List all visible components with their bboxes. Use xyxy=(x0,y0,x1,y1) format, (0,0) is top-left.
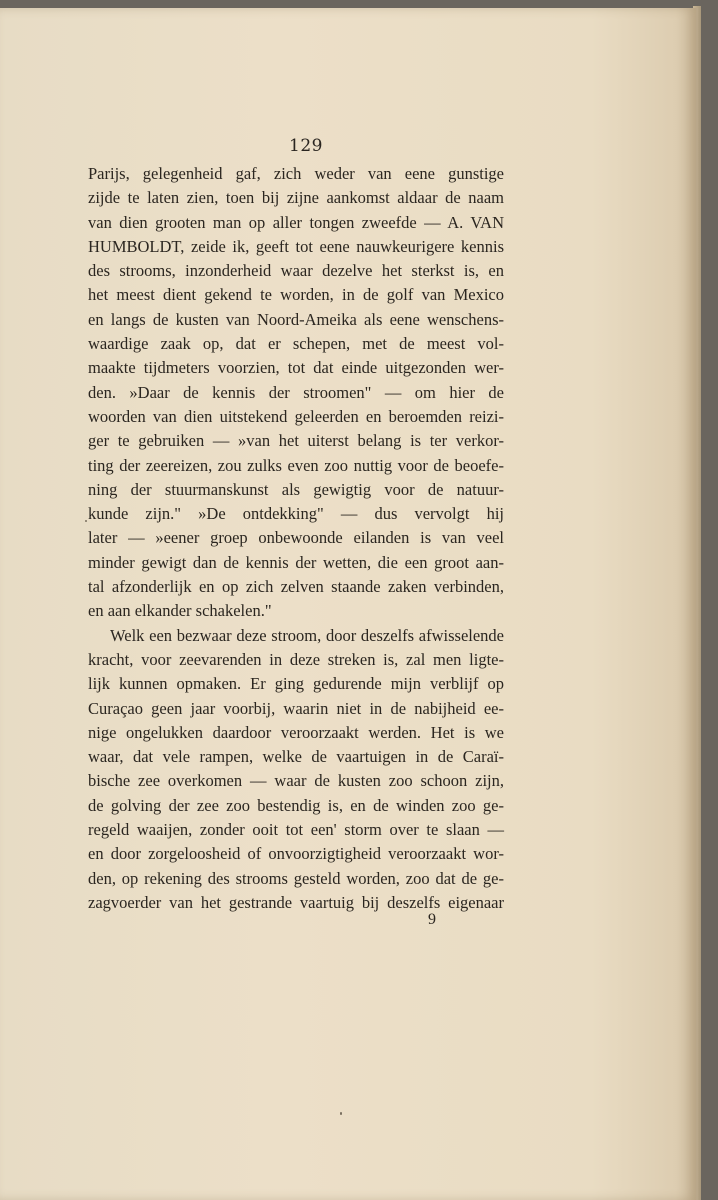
book-page xyxy=(0,8,698,1200)
text-line: HUMBOLDT, zeide ik, geeft tot eene nauwkeurigere kennis xyxy=(88,236,504,256)
page-number: 129 xyxy=(289,136,323,156)
paper-speck xyxy=(340,1112,342,1115)
body-text xyxy=(88,162,504,915)
text-line: nige ongelukken daardoor veroorzaakt werden. Het is we xyxy=(88,722,504,742)
text-line: Welk een bezwaar deze stroom, door deszelfs afwisselende xyxy=(110,625,504,645)
text-line: later — »eener groep onbewoonde eilanden is van veel xyxy=(88,528,504,548)
text-line: Parijs, gelegenheid gaf, zich weder van eene gunstige xyxy=(88,164,504,183)
text-line: den, op rekening des strooms gesteld worden, zoo dat de ge- xyxy=(88,868,504,888)
text-line: des strooms, inzonderheid waar dezelve het sterkst is, en xyxy=(88,261,504,281)
text-line: de golving der zee zoo bestendig is, en de winden zoo ge- xyxy=(88,795,504,815)
text-line: ting der zeereizen, zou zulks even zoo nuttig voor de beoefe- xyxy=(88,455,504,475)
signature-mark: 9 xyxy=(428,911,436,928)
text-line: woorden van dien uitstekend geleerden en beroemden reizi- xyxy=(88,406,504,426)
text-line: tal afzonderlijk en op zich zelven staande zaken verbinden, xyxy=(88,577,504,597)
text-line: zagvoerder van het gestrande vaartuig bij deszelfs eigenaar xyxy=(88,892,504,912)
text-line: zijde te laten zien, toen bij zijne aankomst aldaar de naam xyxy=(88,188,504,208)
text-line: lijk kunnen opmaken. Er ging gedurende mijn verblijf op xyxy=(88,674,504,694)
text-line: van dien grooten man op aller tongen zweefde — A. VAN xyxy=(88,212,504,232)
text-line: ning der stuurmanskunst als gewigtig voor de natuur- xyxy=(88,479,504,499)
text-line: het meest dient gekend te worden, in de golf van Mexico xyxy=(88,285,504,305)
text-line: waardige zaak op, dat er schepen, met de meest vol- xyxy=(88,334,504,354)
text-line: en door zorgeloosheid of onvoorzigtigheid veroorzaakt wor- xyxy=(88,844,504,864)
text-line: den. »Daar de kennis der stroomen" — om hier de xyxy=(88,382,504,402)
text-line: en langs de kusten van Noord-Ameika als eene wenschens- xyxy=(88,309,504,329)
text-line: maakte tijdmeters voorzien, tot dat einde uitgezonden wer- xyxy=(88,358,504,378)
text-line: waar, dat vele rampen, welke de vaartuigen in de Caraï- xyxy=(88,747,504,767)
text-line: bische zee overkomen — waar de kusten zoo schoon zijn, xyxy=(88,771,504,791)
text-line: Curaçao geen jaar voorbij, waarin niet in de nabijheid ee- xyxy=(88,698,504,718)
text-line: ger te gebruiken — »van het uiterst belang is ter verkor- xyxy=(88,431,504,451)
text-line: kracht, voor zeevarenden in deze streken is, zal men ligte- xyxy=(88,649,504,669)
text-line: regeld waaijen, zonder ooit tot een' storm over te slaan — xyxy=(88,820,504,840)
text-line: kunde zijn." »De ontdekking" — dus vervolgt hij xyxy=(88,504,504,524)
text-line: en aan elkander schakelen." xyxy=(88,601,272,621)
paper-speck xyxy=(85,520,87,522)
text-line: minder gewigt dan de kennis der wetten, die een groot aan- xyxy=(88,552,504,572)
